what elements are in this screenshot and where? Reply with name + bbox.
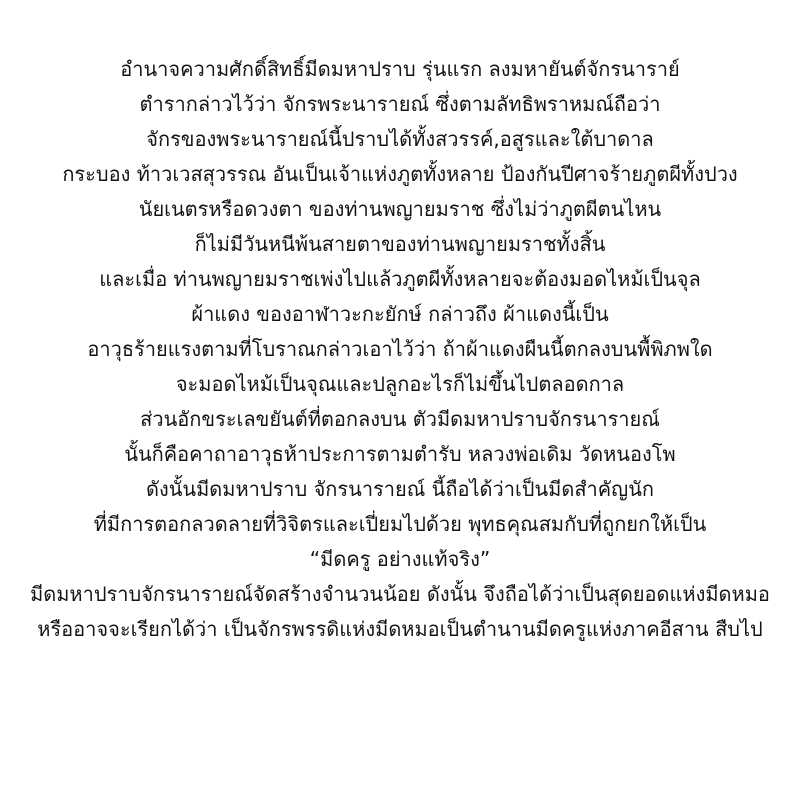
text-line: ตำรากล่าวไว้ว่า จักรพระนารายณ์ ซึ่งตามลัทธิพราหมณ์ถือว่า	[139, 92, 661, 116]
text-line: ดังนั้นมีดมหาปราบ จักรนารายณ์ นี้ถือได้ว่าเป็นมีดสำคัญนัก	[146, 477, 654, 501]
text-line: จักรของพระนารายณ์นี้ปราบได้ทั้งสวรรค์,อสูรและใต้บาดาล	[146, 127, 654, 151]
text-line: “มีดครู อย่างแท้จริง”	[309, 547, 491, 571]
text-line: นัยเนตรหรือดวงตา ของท่านพญายมราช ซึ่งไม่ว่าภูตผีตนไหน	[138, 197, 662, 221]
text-line: จะมอดไหม้เป็นจุณและปลูกอะไรก็ไม่ขึ้นไปตลอดกาล	[175, 372, 625, 396]
text-line: และเมื่อ ท่านพญายมราชเพ่งไปแล้วภูตผีทั้งหลายจะต้องมอดไหม้เป็นจุล	[99, 267, 701, 291]
text-line: ส่วนอักขระเลขยันต์ที่ตอกลงบน ตัวมีดมหาปราบจักรนารายณ์	[140, 407, 660, 431]
text-line: อำนาจความศักดิ์สิทธิ์มีดมหาปราบ รุ่นแรก ลงมหายันต์จักรนาราย์	[120, 57, 680, 81]
text-line: กระบอง ท้าวเวสสุวรรณ อันเป็นเจ้าแห่งภูตทั้งหลาย ป้องกันปีศาจร้ายภูตผีทั้งปวง	[62, 162, 738, 186]
text-line: นั้นก็คือคาถาอาวุธห้าประการตามตำรับ หลวงพ่อเดิม วัดหนองโพ	[124, 442, 676, 466]
text-block	[10, 52, 790, 647]
text-line: ผ้าแดง ของอาฬาวะกะยักษ์ กล่าวถึง ผ้าแดงนี้เป็น	[191, 302, 609, 326]
text-line: หรืออาจจะเรียกได้ว่า เป็นจักรพรรดิแห่งมีดหมอเป็นตำนานมีดครูแห่งภาคอีสาน สืบไป	[37, 617, 763, 641]
text-line: ก็ไม่มีวันหนีพ้นสายตาของท่านพญายมราชทั้งสิ้น	[194, 232, 606, 256]
text-line: อาวุธร้ายแรงตามที่โบราณกล่าวเอาไว้ว่า ถ้าผ้าแดงผืนนี้ตกลงบนพื้พิภพใด	[87, 337, 713, 361]
text-line: ที่มีการตอกลวดลายที่วิจิตรและเปี่ยมไปด้วย พุทธคุณสมกับที่ถูกยกให้เป็น	[93, 512, 707, 536]
text-line: มีดมหาปราบจักรนารายณ์จัดสร้างจำนวนน้อย ดังนั้น จึงถือได้ว่าเป็นสุดยอดแห่งมีดหมอ	[30, 582, 770, 606]
